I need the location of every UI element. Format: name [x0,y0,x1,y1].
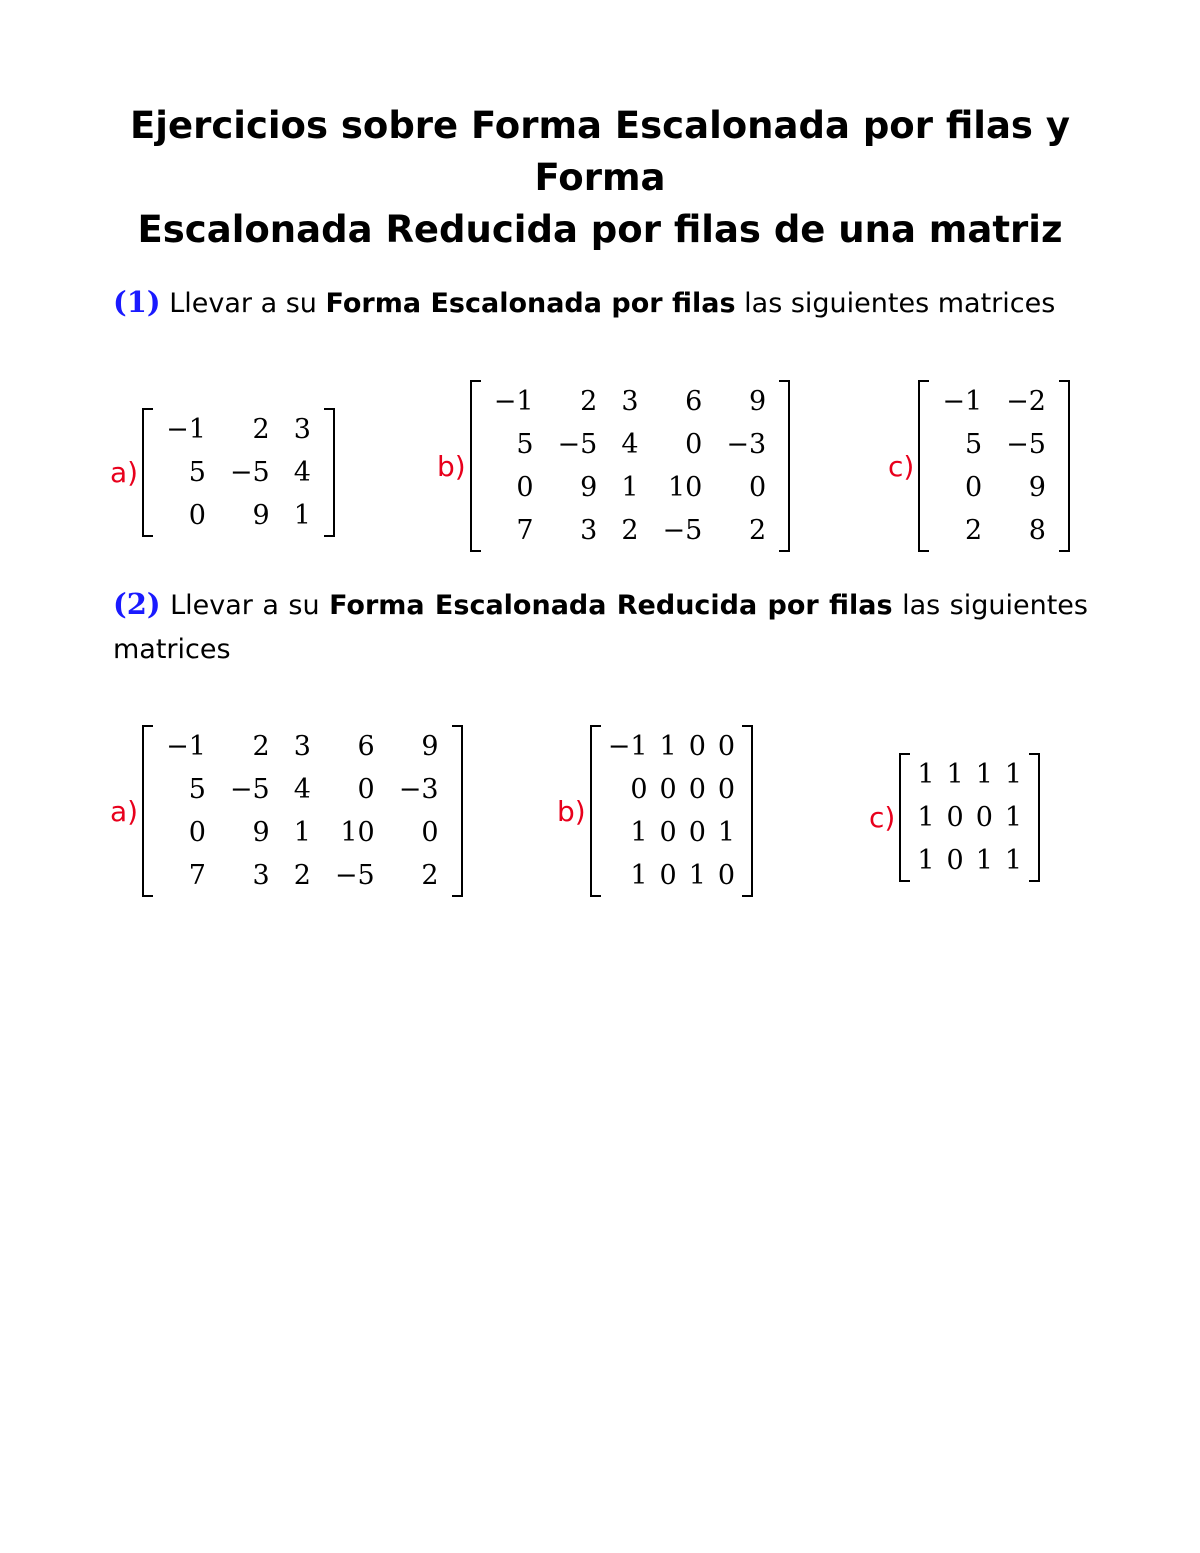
exercise-2-statement [113,582,1088,672]
matrix-cell: 1 [293,500,311,531]
matrix-cell: 3 [580,515,598,546]
matrix-row [930,423,1058,466]
matrix-row [911,753,1028,796]
matrix-cell: 2 [964,515,983,546]
matrix-row [154,494,323,537]
matrix-table [482,380,778,552]
matrix-row [930,466,1058,509]
matrix-cell: −1 [607,731,648,762]
matrix-row [911,839,1028,882]
matrix-cell: 0 [688,817,706,848]
item-label: c) [869,801,896,834]
matrix-row [154,811,450,854]
matrix-cell: 5 [188,774,206,805]
matrix-cell: −5 [229,457,270,488]
exercise-1-number: (1) [113,285,161,319]
matrix-cell: 1 [293,817,311,848]
matrix-cell: 2 [293,860,311,891]
matrix-row [602,854,741,897]
exercise-1-text-bold: Forma Escalonada por filas [325,288,736,319]
matrix-cell: 4 [293,774,311,805]
document-title [100,100,1100,256]
matrix-cell: 2 [252,414,270,445]
matrix-cell: −5 [1006,429,1046,460]
matrix-cell: 1 [1004,802,1023,833]
exercise-2-item-b [557,725,753,897]
matrix-cell: −3 [726,429,767,460]
matrix-cell: 0 [946,845,964,876]
matrix-cell: 6 [685,386,703,417]
matrix-cell: 0 [946,802,964,833]
exercise-2-text-bold: Forma Escalonada Reducida por filas [329,590,893,621]
matrix-cell: 1 [659,731,677,762]
matrix-row [602,768,741,811]
matrix-cell: 1 [1004,759,1023,790]
matrix-cell: 2 [621,515,639,546]
matrix-cell: 2 [580,386,598,417]
matrix-cell: 9 [748,386,767,417]
matrix-table [154,725,450,897]
matrix-cell: 4 [621,429,639,460]
item-label: c) [888,449,915,483]
exercise-1-item-a [110,408,335,537]
matrix [470,380,790,552]
matrix-cell: 0 [748,472,767,503]
matrix-cell: 0 [630,774,648,805]
matrix-cell: 5 [964,429,983,460]
matrix-cell: 10 [340,817,375,848]
matrix-cell: 7 [188,860,206,891]
matrix-row [482,380,778,423]
matrix-cell: 1 [975,845,993,876]
matrix-row [911,796,1028,839]
matrix-row [482,509,778,552]
matrix-cell: 3 [621,386,639,417]
matrix-cell: −5 [334,860,375,891]
matrix-row [482,466,778,509]
exercise-1-item-c [888,380,1070,552]
matrix-cell: −5 [662,515,703,546]
item-label: b) [437,449,466,483]
matrix-cell: −1 [942,386,983,417]
matrix-cell: 0 [685,429,703,460]
matrix-row [154,408,323,451]
matrix-cell: 1 [975,759,993,790]
title-line-1: Ejercicios sobre Forma Escalonada por filas y Forma [130,104,1070,199]
exercise-1-text-after: las siguientes matrices [744,288,1056,319]
exercise-1-item-b [437,380,790,552]
matrix-cell: 5 [516,429,534,460]
matrix-cell: 1 [688,860,706,891]
matrix-cell: −1 [493,386,534,417]
item-label: a) [110,456,139,489]
matrix-cell: 1 [946,759,964,790]
matrix-cell: 1 [917,759,935,790]
matrix-cell: 10 [667,472,703,503]
matrix-cell: 5 [188,457,206,488]
matrix-row [154,854,450,897]
matrix [142,725,462,897]
matrix-cell: 2 [252,731,270,762]
matrix-cell: 9 [1028,472,1046,503]
matrix [590,725,753,897]
matrix-cell: 0 [357,774,375,805]
matrix-row [930,509,1058,552]
matrix-cell: −5 [229,774,270,805]
matrix-cell: −3 [398,774,439,805]
matrix-cell: 0 [516,472,534,503]
matrix-cell: 6 [357,731,375,762]
matrix-cell: 2 [421,860,439,891]
matrix-cell: 0 [659,817,677,848]
matrix-table [930,380,1058,552]
matrix-cell: 3 [293,731,311,762]
matrix-cell: 0 [659,860,677,891]
matrix [918,380,1070,552]
exercise-2-number: (2) [113,587,161,621]
matrix-cell: 4 [293,457,311,488]
matrix-cell: 8 [1028,515,1046,546]
matrix-cell: 1 [1004,845,1023,876]
matrix-cell: 1 [917,845,935,876]
exercise-2-item-c [869,753,1040,882]
matrix-cell: 0 [688,774,706,805]
matrix-cell: 9 [252,500,270,531]
matrix-cell: 1 [717,817,736,848]
exercise-2-text-before: Llevar a su [170,590,320,621]
matrix-row [602,811,741,854]
matrix-cell: −1 [166,414,206,445]
matrix-row [482,423,778,466]
matrix-cell: 9 [252,817,270,848]
matrix-cell: 0 [188,817,206,848]
matrix-cell: 1 [621,472,639,503]
title-line-2: Escalonada Reducida por filas de una matriz [137,208,1063,251]
matrix-row [154,725,450,768]
exercise-2-text-after: las siguientes matrices [113,590,1088,665]
matrix-cell: −1 [166,731,206,762]
item-label: a) [110,794,139,828]
matrix-cell: 1 [630,817,648,848]
matrix-cell: 0 [975,802,993,833]
exercise-2-item-a [110,725,463,897]
matrix-cell: −2 [1006,386,1046,417]
matrix-cell: 3 [252,860,270,891]
matrix-row [602,725,741,768]
matrix-row [930,380,1058,423]
matrix-cell: 9 [421,731,439,762]
matrix [899,753,1040,882]
matrix-cell: −5 [557,429,598,460]
matrix-cell: 0 [688,731,706,762]
matrix-cell: 0 [717,731,736,762]
matrix-cell: 0 [717,774,736,805]
matrix-row [154,768,450,811]
matrix-cell: 7 [516,515,534,546]
matrix-cell: 2 [748,515,767,546]
matrix-row [154,451,323,494]
matrix-cell: 9 [580,472,598,503]
matrix-cell: 0 [964,472,983,503]
item-label: b) [557,794,586,828]
matrix-cell: 0 [421,817,439,848]
matrix-table [154,408,323,537]
matrix-cell: 0 [659,774,677,805]
matrix-cell: 1 [630,860,648,891]
matrix-cell: 0 [717,860,736,891]
matrix-table [911,753,1028,882]
matrix-cell: 3 [293,414,311,445]
exercise-1-statement [113,280,1088,326]
exercise-1-text-before: Llevar a su [169,288,317,319]
matrix-table [602,725,741,897]
matrix [142,408,335,537]
matrix-cell: 1 [917,802,935,833]
matrix-cell: 0 [188,500,206,531]
